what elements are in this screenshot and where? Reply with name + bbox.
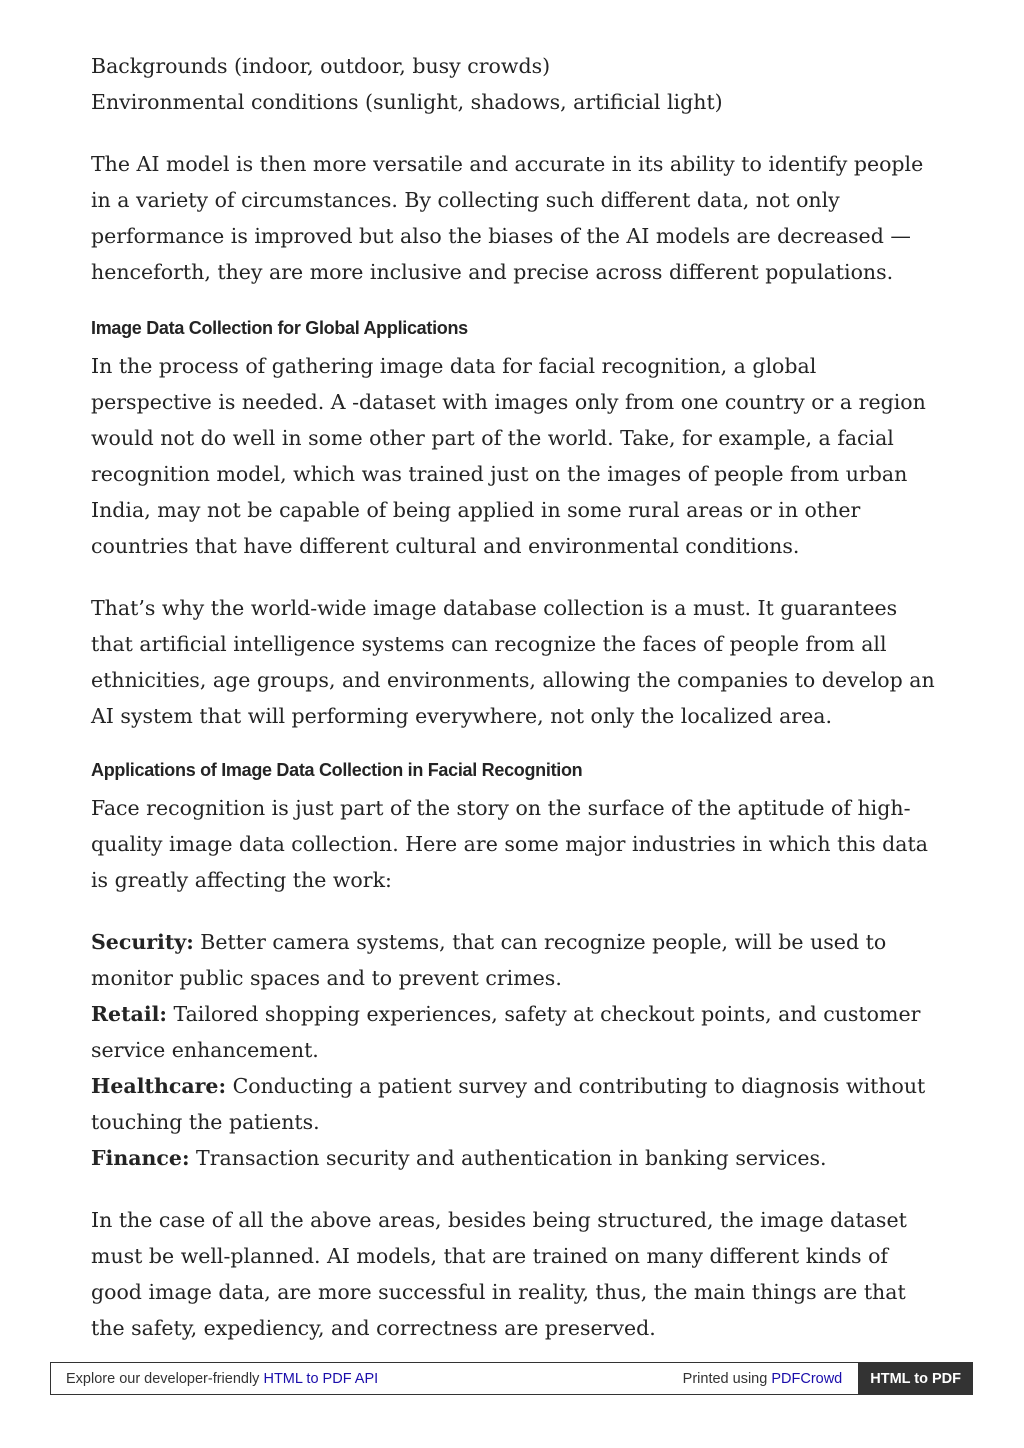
item-text: Better camera systems, that can recognize people, will be used to monitor public spaces and to prevent crimes. [91, 930, 887, 990]
paragraph: That’s why the world-wide image database collection is a must. It guarantees that artificial intelligence systems can recognize the faces of people from all ethnicities, age groups, and environments, allowing the companies to develop an AI system that will performing everywhere, not only the localized area. [91, 596, 935, 728]
item-label: Healthcare: [91, 1074, 227, 1098]
list-item: Environmental conditions (sunlight, shadows, artificial light) [91, 90, 723, 114]
item-label: Finance: [91, 1146, 190, 1170]
list-item-security [91, 924, 941, 996]
item-text: Tailored shopping experiences, safety at checkout points, and customer service enhancement. [91, 1002, 921, 1062]
paragraph: The AI model is then more versatile and accurate in its ability to identify people in a variety of circumstances. By collecting such different data, not only performance is improved but also the biases of the AI models are decreased — henceforth, they are more inclusive and precise across different populations. [91, 152, 924, 284]
footer-printed [683, 1371, 859, 1387]
item-text: Conducting a patient survey and contributing to diagnosis without touching the patients. [91, 1074, 926, 1134]
section-heading-applications: Applications of Image Data Collection in Facial Recognition [91, 760, 583, 780]
pdfcrowd-link[interactable]: PDFCrowd [771, 1370, 843, 1387]
paragraph: Face recognition is just part of the story on the surface of the aptitude of high-quality image data collection. Here are some major industries in which this data is greatly affecting the work: [91, 796, 928, 892]
item-text: Transaction security and authentication in banking services. [189, 1146, 827, 1170]
list-item: Backgrounds (indoor, outdoor, busy crowds) [91, 54, 551, 78]
pdfcrowd-footer [50, 1362, 973, 1395]
item-label: Retail: [91, 1002, 167, 1026]
html-to-pdf-api-link[interactable]: HTML to PDF API [263, 1370, 379, 1387]
footer-printed-text: Printed using [682, 1370, 772, 1387]
html-to-pdf-button[interactable]: HTML to PDF [858, 1362, 973, 1395]
industry-list [91, 924, 941, 1176]
article-content [91, 48, 941, 1346]
footer-explore-text: Explore our developer-friendly [66, 1370, 264, 1387]
paragraph: In the process of gathering image data for facial recognition, a global perspective is needed. A -dataset with images only from one country or a region would not do well in some other part of the world. Take, for example, a facial recognition model, which was trained just on the images of people from urban India, may not be capable of being applied in some rural areas or in other countries that have different cultural and environmental conditions. [91, 354, 926, 558]
list-item-finance [91, 1140, 941, 1176]
list-item-retail [91, 996, 941, 1068]
list-item-healthcare [91, 1068, 941, 1140]
paragraph: In the case of all the above areas, besides being structured, the image dataset must be well-planned. AI models, that are trained on many different kinds of good image data, are more successful in reality, thus, the main things are that the safety, expediency, and correctness are preserved. [91, 1208, 907, 1340]
section-heading-global: Image Data Collection for Global Applications [91, 318, 468, 338]
footer-explore [51, 1371, 683, 1387]
item-label: Security: [91, 930, 194, 954]
